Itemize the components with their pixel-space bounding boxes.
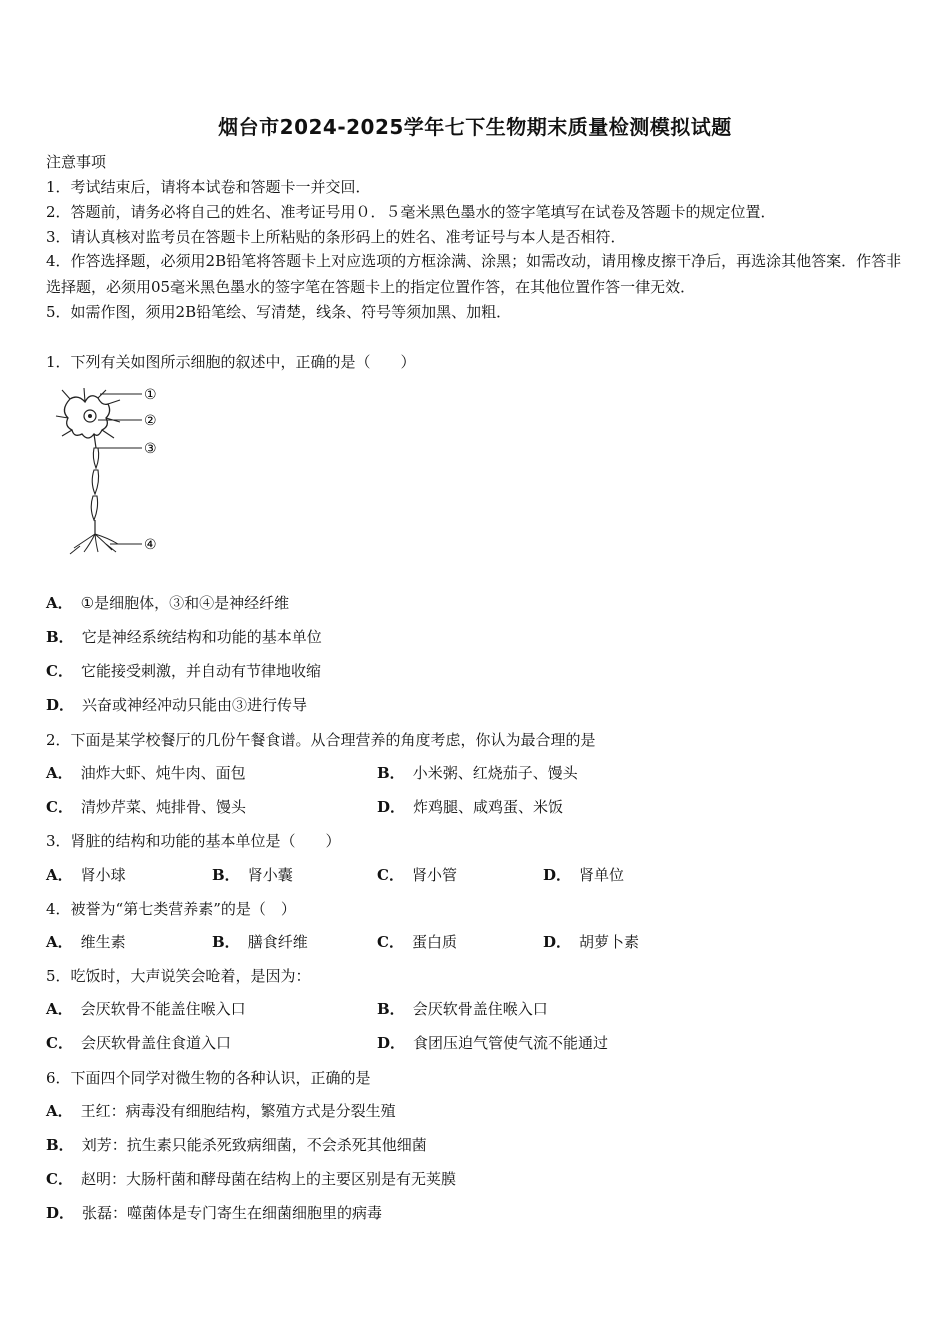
option-text: 它能接受刺激，并自动有节律地收缩 <box>80 662 321 680</box>
option-label: D． <box>543 866 572 884</box>
option-text: 赵明：大肠杆菌和酵母菌在结构上的主要区别是有无荚膜 <box>80 1170 456 1188</box>
option-label: D． <box>377 798 406 816</box>
option-label: D． <box>46 696 75 714</box>
notice-item: 4．作答选择题，必须用2B铅笔将答题卡上对应选项的方框涂满、涂黑；如需改动，请用橡皮擦干净后，再选涂其他答案．作答非选择题，必须用05毫米黑色墨水的签字笔在答题卡上的指定位置作答，在其他位置作答一律无效． <box>46 252 902 296</box>
option-text: ①是细胞体，③和④是神经纤维 <box>80 594 290 612</box>
option[interactable] <box>46 1032 231 1053</box>
option[interactable] <box>46 1202 382 1223</box>
option[interactable] <box>377 998 548 1019</box>
option-label: B． <box>212 933 240 951</box>
option-text: 肾小球 <box>80 866 126 884</box>
option[interactable] <box>377 762 578 783</box>
question-stem: 6．下面四个同学对微生物的各种认识，正确的是 <box>46 1069 371 1087</box>
question-stem: 3．肾脏的结构和功能的基本单位是（ ） <box>46 832 341 850</box>
option-label: A． <box>46 764 73 782</box>
option-text: 炸鸡腿、咸鸡蛋、米饭 <box>413 798 564 816</box>
question-stem: 2．下面是某学校餐厅的几份午餐食谱。从合理营养的角度考虑，你认为最合理的是 <box>46 731 596 749</box>
option[interactable] <box>46 626 322 647</box>
notice-item: 2．答题前，请务必将自己的姓名、准考证号用０．５毫米黑色墨水的签字笔填写在试卷及答题卡的规定位置． <box>46 203 776 221</box>
option-label: B． <box>46 1136 74 1154</box>
option-label: B． <box>212 866 240 884</box>
neuron-diagram <box>50 384 170 559</box>
option-text: 蛋白质 <box>411 933 457 951</box>
option-text: 会厌软骨盖住喉入口 <box>412 1000 548 1018</box>
option-label: C． <box>46 1034 73 1052</box>
option-label: A． <box>46 866 73 884</box>
option-label: A． <box>46 1000 73 1018</box>
option[interactable] <box>46 864 126 885</box>
figure-label: ② <box>144 413 157 429</box>
option[interactable] <box>543 931 639 952</box>
option-text: 它是神经系统结构和功能的基本单位 <box>81 628 322 646</box>
option[interactable] <box>377 1032 608 1053</box>
question-stem: 1．下列有关如图所示细胞的叙述中，正确的是（ ） <box>46 353 416 371</box>
option[interactable] <box>46 796 246 817</box>
question-stem: 5．吃饭时，大声说笑会呛着，是因为： <box>46 967 311 985</box>
option[interactable] <box>46 762 246 783</box>
neuron-figure <box>50 384 170 559</box>
option[interactable] <box>46 998 246 1019</box>
option-label: C． <box>46 662 73 680</box>
option-text: 会厌软骨不能盖住喉入口 <box>80 1000 246 1018</box>
option-text: 刘芳：抗生素只能杀死致病细菌，不会杀死其他细菌 <box>81 1136 427 1154</box>
option-label: D． <box>46 1204 75 1222</box>
notice-item: 3．请认真核对监考员在答题卡上所粘贴的条形码上的姓名、准考证号与本人是否相符． <box>46 228 626 246</box>
option[interactable] <box>46 931 126 952</box>
figure-label: ④ <box>144 537 157 553</box>
option-text: 王红：病毒没有细胞结构，繁殖方式是分裂生殖 <box>80 1102 396 1120</box>
option-text: 食团压迫气管使气流不能通过 <box>413 1034 609 1052</box>
option-label: C． <box>377 933 404 951</box>
option-text: 肾小管 <box>411 866 457 884</box>
option[interactable] <box>46 694 307 715</box>
option-text: 胡萝卜素 <box>579 933 640 951</box>
option-text: 油炸大虾、炖牛肉、面包 <box>80 764 246 782</box>
option-text: 小米粥、红烧茄子、馒头 <box>412 764 578 782</box>
option[interactable] <box>46 592 289 613</box>
option[interactable] <box>377 796 563 817</box>
option[interactable] <box>46 1100 396 1121</box>
option-text: 兴奋或神经冲动只能由③进行传导 <box>82 696 308 714</box>
option[interactable] <box>46 1168 456 1189</box>
question-stem: 4．被誉为“第七类营养素”的是（ ） <box>46 900 296 918</box>
option-label: B． <box>377 1000 405 1018</box>
option-label: D． <box>543 933 572 951</box>
option[interactable] <box>212 931 308 952</box>
option-label: C． <box>46 798 73 816</box>
option-label: C． <box>377 866 404 884</box>
option[interactable] <box>212 864 293 885</box>
option-text: 肾小囊 <box>247 866 293 884</box>
option-label: A． <box>46 1102 73 1120</box>
option[interactable] <box>46 1134 427 1155</box>
option-label: A． <box>46 933 73 951</box>
option[interactable] <box>543 864 624 885</box>
figure-label: ① <box>144 387 157 403</box>
option[interactable] <box>377 864 457 885</box>
option[interactable] <box>377 931 457 952</box>
option-text: 会厌软骨盖住食道入口 <box>80 1034 231 1052</box>
option-text: 清炒芹菜、炖排骨、馒头 <box>80 798 246 816</box>
page-title: 烟台市2024-2025学年七下生物期末质量检测模拟试题 <box>218 115 732 139</box>
option-text: 维生素 <box>80 933 126 951</box>
option[interactable] <box>46 660 321 681</box>
notice-item: 5．如需作图，须用2B铅笔绘、写清楚，线条、符号等须加黑、加粗． <box>46 303 512 321</box>
option-label: B． <box>46 628 74 646</box>
option-label: A． <box>46 594 73 612</box>
option-label: C． <box>46 1170 73 1188</box>
notice-item: 1．考试结束后，请将本试卷和答题卡一并交回． <box>46 178 371 196</box>
option-text: 张磊：噬菌体是专门寄生在细菌细胞里的病毒 <box>82 1204 383 1222</box>
figure-label: ③ <box>144 441 157 457</box>
option-label: D． <box>377 1034 406 1052</box>
notice-heading: 注意事项 <box>46 153 107 171</box>
option-text: 膳食纤维 <box>247 933 308 951</box>
option-text: 肾单位 <box>579 866 625 884</box>
option-label: B． <box>377 764 405 782</box>
